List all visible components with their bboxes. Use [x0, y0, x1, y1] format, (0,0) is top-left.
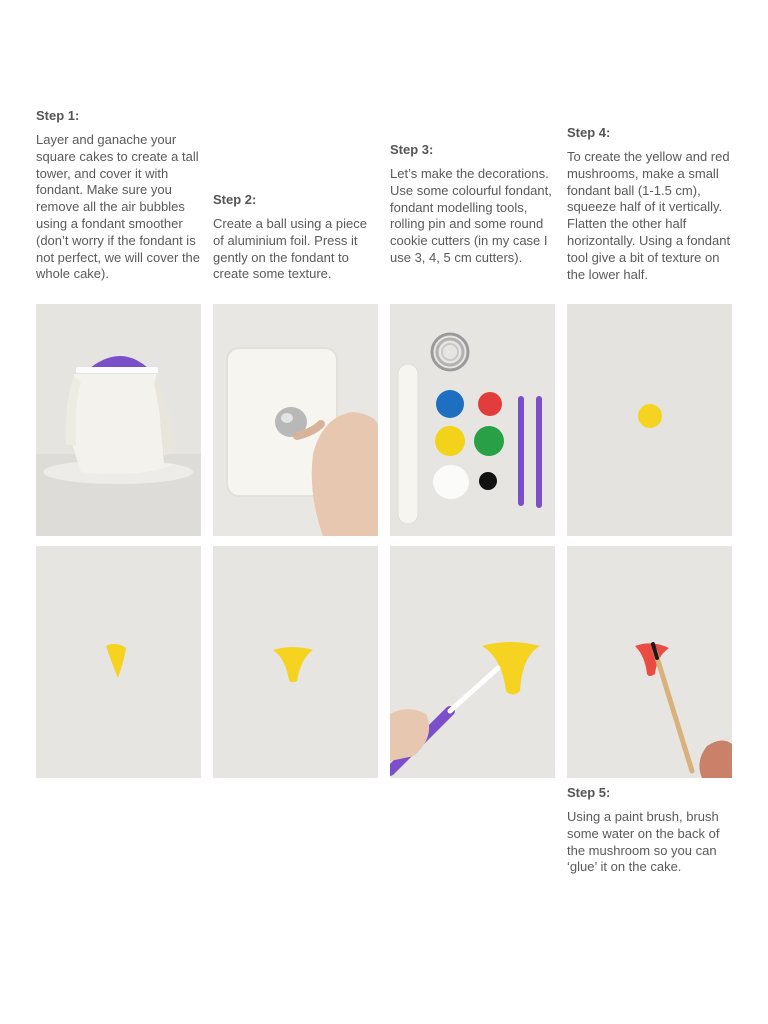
step-5-title: Step 5:	[567, 785, 611, 800]
step-2-text	[213, 192, 381, 283]
step-1-title: Step 1:	[36, 108, 80, 123]
photo-tools-and-fondant	[390, 304, 555, 536]
photo-flattened-cap	[213, 546, 378, 778]
step-4-text	[567, 125, 735, 283]
step-4-body: To create the yellow and red mushrooms, make a small fondant ball (1-1.5 cm), squeeze half of it vertically. Flatten the other half horizontally. Using a fondant tool give a bit of texture on the lower half.	[567, 149, 731, 282]
step-5-body: Using a paint brush, brush some water on the back of the mushroom so you can ‘glue’ it on the cake.	[567, 809, 720, 875]
step-3-title: Step 3:	[390, 142, 434, 157]
photo-squeezed-ball	[36, 546, 201, 778]
step-4-title: Step 4:	[567, 125, 611, 140]
step-2-title: Step 2:	[213, 192, 257, 207]
step-5-text	[567, 785, 735, 876]
step-3-body: Let’s make the decorations. Use some colourful fondant, fondant modelling tools, rolling pin and some round cookie cutters (in my case I use 3, 4, 5 cm cutters).	[390, 166, 552, 265]
photo-covered-cake	[36, 304, 201, 536]
step-3-text	[390, 142, 558, 267]
step-2-body: Create a ball using a piece of aluminium foil. Press it gently on the fondant to create some texture.	[213, 216, 367, 282]
photo-foil-texture	[213, 304, 378, 536]
photo-texturing-tool	[390, 546, 555, 778]
step-1-text	[36, 108, 204, 283]
step-1-body: Layer and ganache your square cakes to create a tall tower, and cover it with fondant. Make sure you remove all the air bubbles using a fondant smoother (don’t worry if the fondant is not perfect, we will cover the whole cake).	[36, 132, 201, 282]
photo-paint-brush	[567, 546, 732, 778]
photo-yellow-ball	[567, 304, 732, 536]
